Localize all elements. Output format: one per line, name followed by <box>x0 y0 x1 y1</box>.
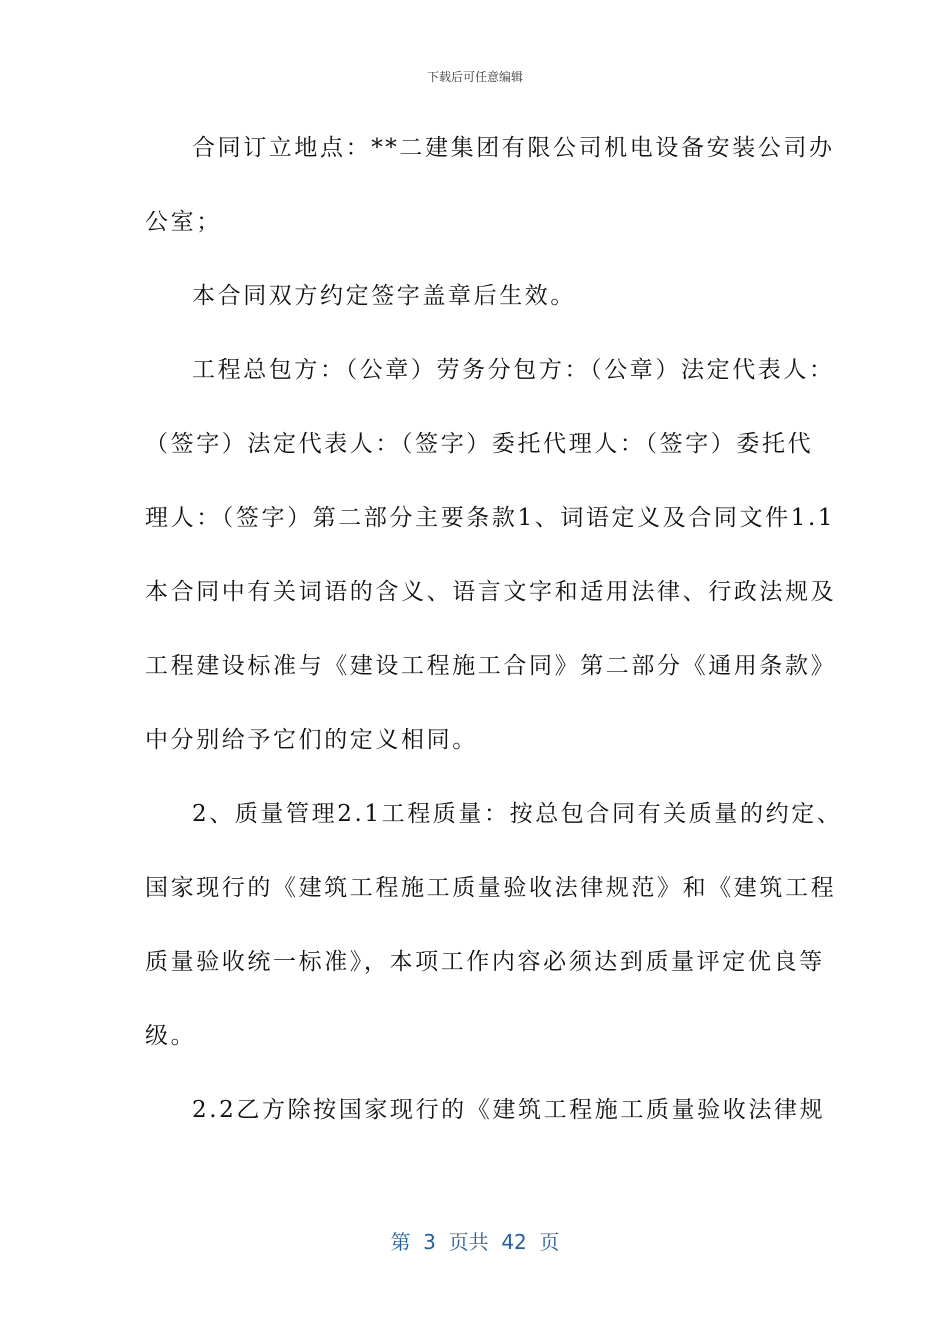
paragraph-line: 工程建设标准与《建设工程施工合同》第二部分《通用条款》 <box>145 653 837 679</box>
paragraph-line: 级。 <box>145 1023 197 1049</box>
paragraph-line: （签字）法定代表人：（签字）委托代理人：（签字）委托代 <box>145 431 814 457</box>
paragraph-line: 中分别给予它们的定义相同。 <box>145 727 478 753</box>
paragraph-line: 本合同双方约定签字盖章后生效。 <box>192 283 576 309</box>
paragraph-line: 2.2乙方除按国家现行的《建筑工程施工质量验收法律规 <box>192 1097 826 1123</box>
paragraph-line: 公室； <box>145 209 222 235</box>
paragraph-line: 2、质量管理2.1工程质量：按总包合同有关质量的约定、 <box>192 801 843 827</box>
paragraph-line: 工程总包方：（公章）劳务分包方：（公章）法定代表人： <box>192 357 835 383</box>
paragraph-line: 国家现行的《建筑工程施工质量验收法律规范》和《建筑工程 <box>145 875 837 901</box>
paragraph-line: 本合同中有关词语的含义、语言文字和适用法律、行政法规及 <box>145 579 837 605</box>
header-note: 下载后可任意编辑 <box>426 70 523 84</box>
paragraph-line: 合同订立地点：**二建集团有限公司机电设备安装公司办 <box>192 135 835 161</box>
page-number: 第 3 页共 42 页 <box>390 1230 560 1254</box>
paragraph-line: 理人：（签字）第二部分主要条款1、词语定义及合同文件1.1 <box>145 505 836 531</box>
paragraph-line: 质量验收统一标准》，本项工作内容必须达到质量评定优良等 <box>145 949 825 975</box>
